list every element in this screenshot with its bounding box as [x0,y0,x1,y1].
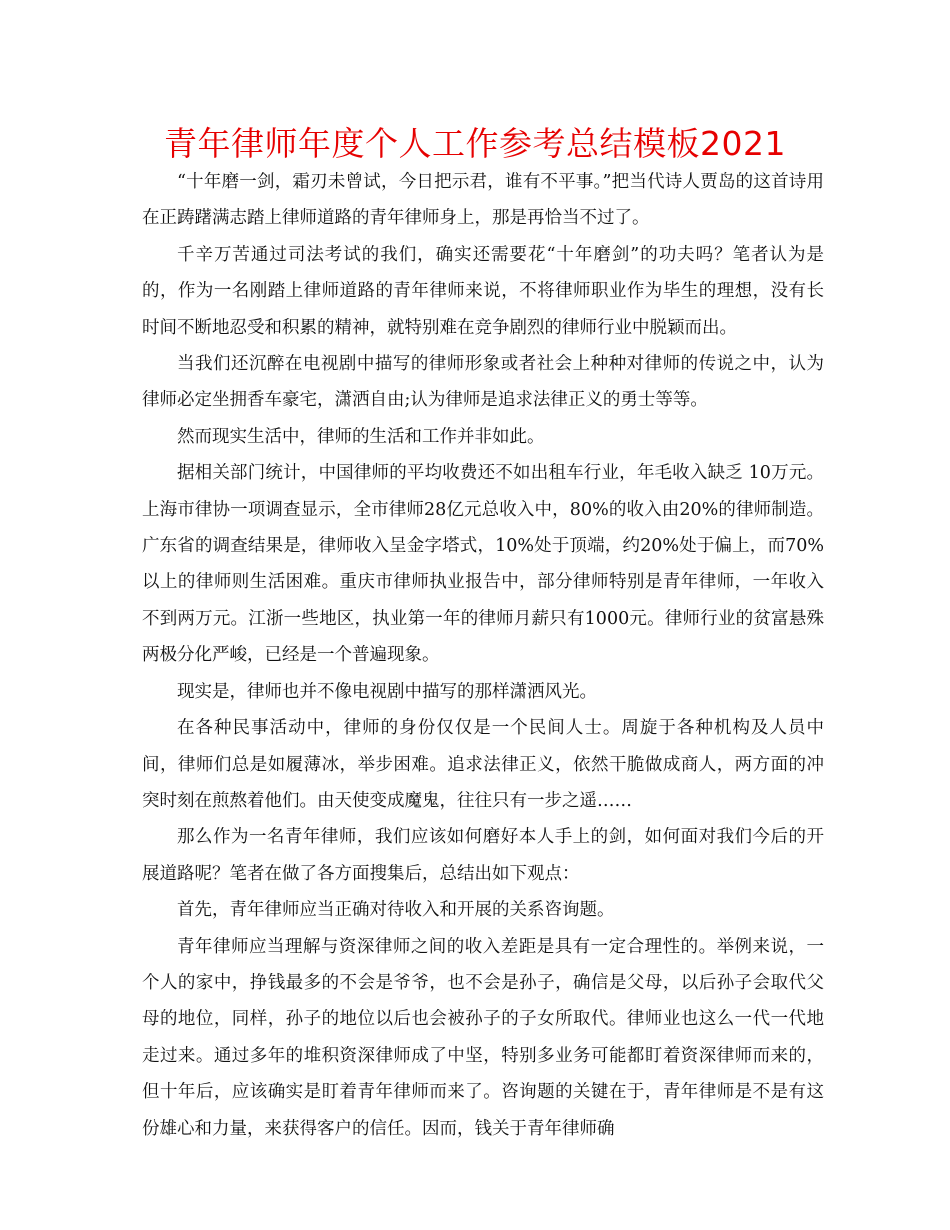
document-title: 青年律师年度个人工作参考总结模板2021 [164,124,786,163]
paragraph: 然而现实生活中，律师的生活和工作并非如此。 [177,426,545,447]
paragraph: “十年磨一剑，霜刃未曾试，今日把示君，谁有不平事。”把当代诗人贾岛的这首诗用在正踌躇满志踏上律师道路的青年律师身上，那是再恰当不过了。 [142,172,824,229]
paragraph: 那么作为一名青年律师，我们应该如何磨好本人手上的剑，如何面对我们今后的开展道路呢？笔者在做了各方面搜集后，总结出如下观点： [142,827,824,884]
paragraph: 青年律师应当理解与资深律师之间的收入差距是具有一定合理性的。举例来说，一个人的家中，挣钱最多的不会是爷爷，也不会是孙子，确信是父母，以后孙子会取代父母的地位，同样，孙子的地位以后也会被孙子的子女所取代。律师业也这么一代一代地走过来。通过多年的堆积资深律师成了中坚，特别多业务可能都盯着资深律师而来的，但十年后，应该确实是盯着青年律师而来了。咨询题的关键在于，青年律师是不是有这份雄心和力量，来获得客户的信任。因而，钱关于青年律师确 [142,936,824,1139]
paragraph: 当我们还沉醉在电视剧中描写的律师形象或者社会上种种对律师的传说之中，认为律师必定坐拥香车豪宅，潇洒自由;认为律师是追求法律正义的勇士等等。 [142,354,824,411]
paragraph: 据相关部门统计，中国律师的平均收费还不如出租车行业，年毛收入缺乏 10万元。上海市律协一项调查显示，全市律师28亿元总收入中，80%的收入由20%的律师制造。广东省的调查结果是，律师收入呈金字塔式，10%处于顶端，约20%处于偏上，而70%以上的律师则生活困难。重庆市律师执业报告中，部分律师特别是青年律师，一年收入不到两万元。江浙一些地区，执业第一年的律师月薪只有1000元。律师行业的贫富悬殊两极分化严峻，已经是一个普遍现象。 [142,463,824,666]
paragraph: 千辛万苦通过司法考试的我们，确实还需要花“十年磨剑”的功夫吗？笔者认为是的，作为一名刚踏上律师道路的青年律师来说，不将律师职业作为毕生的理想，没有长时间不断地忍受和积累的精神，就特别难在竞争剧烈的律师行业中脱颖而出。 [142,244,824,338]
paragraph: 首先，青年律师应当正确对待收入和开展的关系咨询题。 [177,900,615,921]
paragraph: 现实是，律师也并不像电视剧中描写的那样潇洒风光。 [177,681,597,702]
document-body [142,164,824,1147]
paragraph: 在各种民事活动中，律师的身份仅仅是一个民间人士。周旋于各种机构及人员中间，律师们总是如履薄冰，举步困难。追求法律正义，依然干脆做成商人，两方面的冲突时刻在煎熬着他们。由天使变成魔鬼，往往只有一步之遥…… [142,718,824,811]
